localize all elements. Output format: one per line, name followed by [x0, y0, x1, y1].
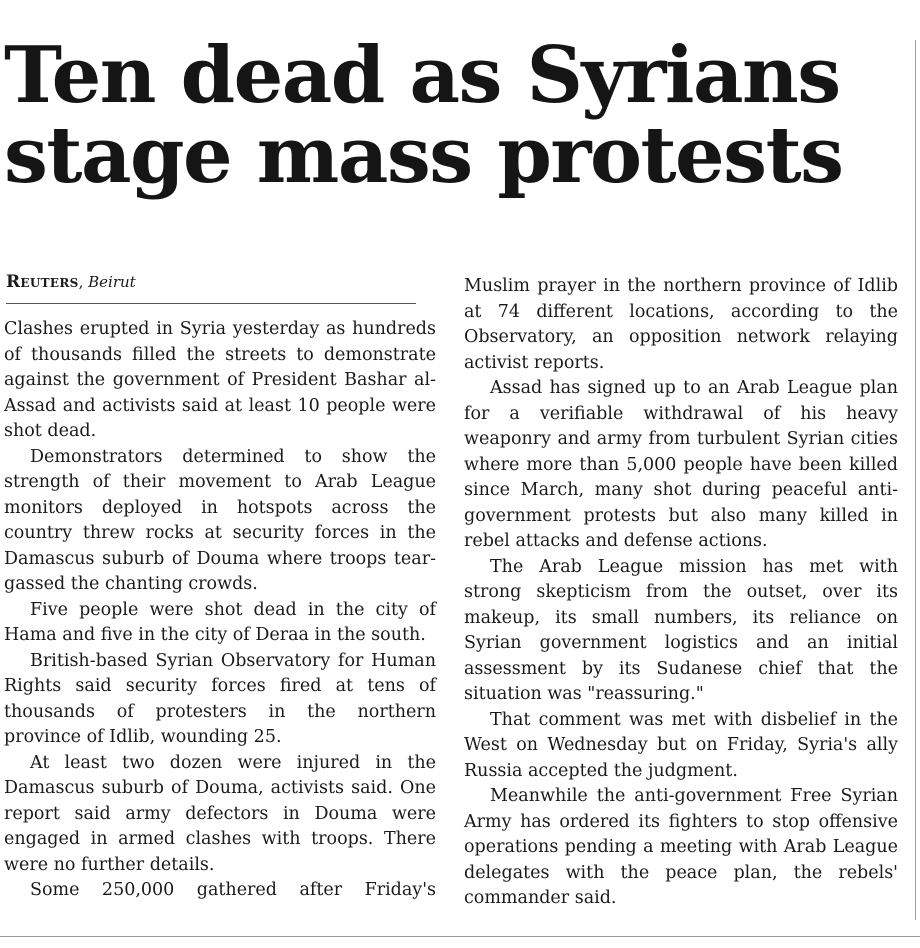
headline — [4, 30, 904, 201]
right-border-rule — [915, 40, 916, 920]
article-paragraph: Clashes erupted in Syria yesterday as hundreds of thousands filled the streets to demonstrate against the government of President Bashar al-Assad and activists said at least 10 people were shot dead. — [4, 319, 436, 441]
article-paragraph: British-based Syrian Observatory for Human Rights said security forces fired at tens of thousands of protesters in the northern province of Idlib, wounding 25. — [4, 650, 436, 747]
article-paragraph: Five people were shot dead in the city of Hama and five in the city of Deraa in the south. — [4, 599, 436, 645]
article-paragraph: That comment was met with disbelief in the West on Wednesday but on Friday, Syria's ally Russia accepted the judgment. — [464, 709, 898, 781]
article-paragraph: Meanwhile the anti-government Free Syrian Army has ordered its fighters to stop offensive operations pending a meeting with Arab League delegates with the peace plan, the rebels' commander said. — [464, 786, 898, 908]
article-paragraph: Assad has signed up to an Arab League plan for a verifiable withdrawal of his heavy weaponry and army from turbulent Syrian cities where more than 5,000 people have been killed since March, many shot during peaceful anti-government protests but also many killed in rebel attacks and defense actions. — [464, 378, 898, 551]
bottom-border-rule — [0, 936, 920, 937]
headline-line-1: Ten dead as Syrians — [4, 30, 840, 121]
headline-line-2: stage mass protests — [4, 110, 843, 201]
byline-agency: Reuters — [6, 272, 79, 292]
article-column-right — [464, 274, 898, 912]
article-paragraph: The Arab League mission has met with strong skepticism from the outset, over its makeup, its small numbers, its reliance on Syrian government logistics and an initial assessment by its Sudanese chief that the situation was "reassuring." — [464, 556, 898, 704]
article-paragraph: Demonstrators determined to show the strength of their movement to Arab League monitors deployed in hotspots across the country threw rocks at security forces in the Damascus suburb of Douma where troops tear-gassed the chanting crowds. — [4, 446, 436, 594]
byline-separator: , — [78, 273, 84, 291]
article-paragraph: At least two dozen were injured in the Damascus suburb of Douma, activists said. One report said army defectors in Douma were engaged in armed clashes with troops. There were no further details. — [4, 752, 436, 875]
byline-place: Beirut — [88, 273, 136, 291]
article-paragraph: Muslim prayer in the northern province of Idlib at 74 different locations, according to the Observatory, an opposition network relaying activist reports. — [464, 276, 898, 373]
article-paragraph: Some 250,000 gathered after Friday's — [30, 880, 436, 900]
article-column-left — [4, 317, 436, 904]
byline-divider — [6, 303, 416, 304]
byline — [6, 272, 136, 292]
